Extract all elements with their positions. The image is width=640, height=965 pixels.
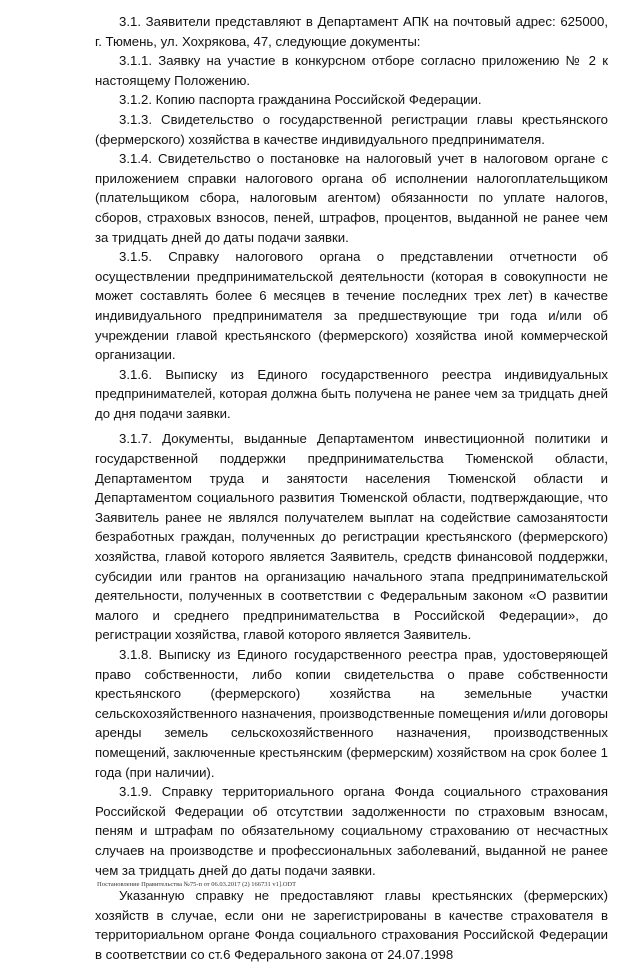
paragraph-3-1-8: 3.1.8. Выписку из Единого государственного реестра прав, удостоверяющей право собственности, либо копии свидетельства о праве собственности крестьянского (фермерского) хозяйства на земельные участки сельскохозяйственного назначения, производственные помещения и/или договоры аренды земель сельскохозяйственного назначения, производственных помещений, заключенные крестьянским (фермерским) хозяйством на срок более 1 года (при наличии). bbox=[95, 647, 608, 780]
paragraph-note: Указанную справку не предоставляют главы крестьянских (фермерских) хозяйств в случае, если они не зарегистрированы в качестве страхователя в территориальном органе Фонда социального страхования Российской Федерации в соответствии со ст.6 Федерального закона от 24.07.1998 bbox=[95, 888, 608, 962]
paragraph-3-1-3: 3.1.3. Свидетельство о государственной регистрации главы крестьянского (фермерского) хозяйства в качестве индивидуального предпринимателя. bbox=[95, 111, 608, 147]
paragraph-3-1-1: 3.1.1. Заявку на участие в конкурсном отборе согласно приложению № 2 к настоящему Положению. bbox=[95, 53, 608, 88]
document-body bbox=[95, 12, 608, 965]
paragraph-3-1-2: 3.1.2. Копию паспорта гражданина Российской Федерации. bbox=[119, 92, 482, 108]
paragraph-3-1-9: 3.1.9. Справку территориального органа Фонда социального страхования Российской Федерации об отсутствии задолженности по страховым взносам, пеням и штрафам по обязательному социальному страхованию от несчастных случаев на производстве и профессиональных заболеваний, выданной не ранее чем за тридцать дней до даты подачи заявки. bbox=[95, 784, 608, 878]
paragraph-3-1-4: 3.1.4. Свидетельство о постановке на налоговый учет в налоговом органе с приложением справки налогового органа об исполнении налогоплательщиком (плательщиком сбора, налоговым агентом) обязанности по уплате налогов, сборов, страховых взносов, пеней, штрафов, процентов, выданной не ранее чем за тридцать дней до даты подачи заявки. bbox=[95, 151, 608, 245]
paragraph-3-1: 3.1. Заявители представляют в Департамент АПК на почтовый адрес: 625000, г. Тюмень, ул. Хохрякова, 47, следующие документы: bbox=[95, 14, 608, 49]
paragraph-3-1-6: 3.1.6. Выписку из Единого государственного реестра индивидуальных предпринимателей, которая должна быть получена не ранее чем за тридцать дней до дня подачи заявки. bbox=[95, 366, 608, 421]
paragraph-3-1-7: 3.1.7. Документы, выданные Департаментом инвестиционной политики и государственной поддержки предпринимательства Тюменской области, Департаментом труда и занятости населения Тюменской области и Департаментом социального развития Тюменской области, подтверждающие, что Заявитель ранее не являлся получателем выплат на содействие самозанятости безработных граждан, полученных до регистрации крестьянского (фермерского) хозяйства, главой которого является Заявитель, средств финансовой поддержки, субсидии или грантов на организацию начального этапа предпринимательской деятельности, полученных в соответствии с Федеральным законом «О развитии малого и среднего предпринимательства в Российской Федерации», до регистрации хозяйства, главой которого является Заявитель. bbox=[95, 431, 608, 643]
paragraph-3-1-5: 3.1.5. Справку налогового органа о представлении отчетности об осуществлении предпринимательской деятельности (которая в совокупности не может составлять более 6 месяцев в течение последних трех лет) в качестве индивидуального предпринимателя за предшествующие три года и/или об учреждении главой крестьянского (фермерского) хозяйства иной коммерческой организации. bbox=[95, 249, 608, 363]
document-footer: Постановление Правительства №75-п от 06.03.2017 (2) 166731 v1].ODT bbox=[97, 881, 297, 888]
